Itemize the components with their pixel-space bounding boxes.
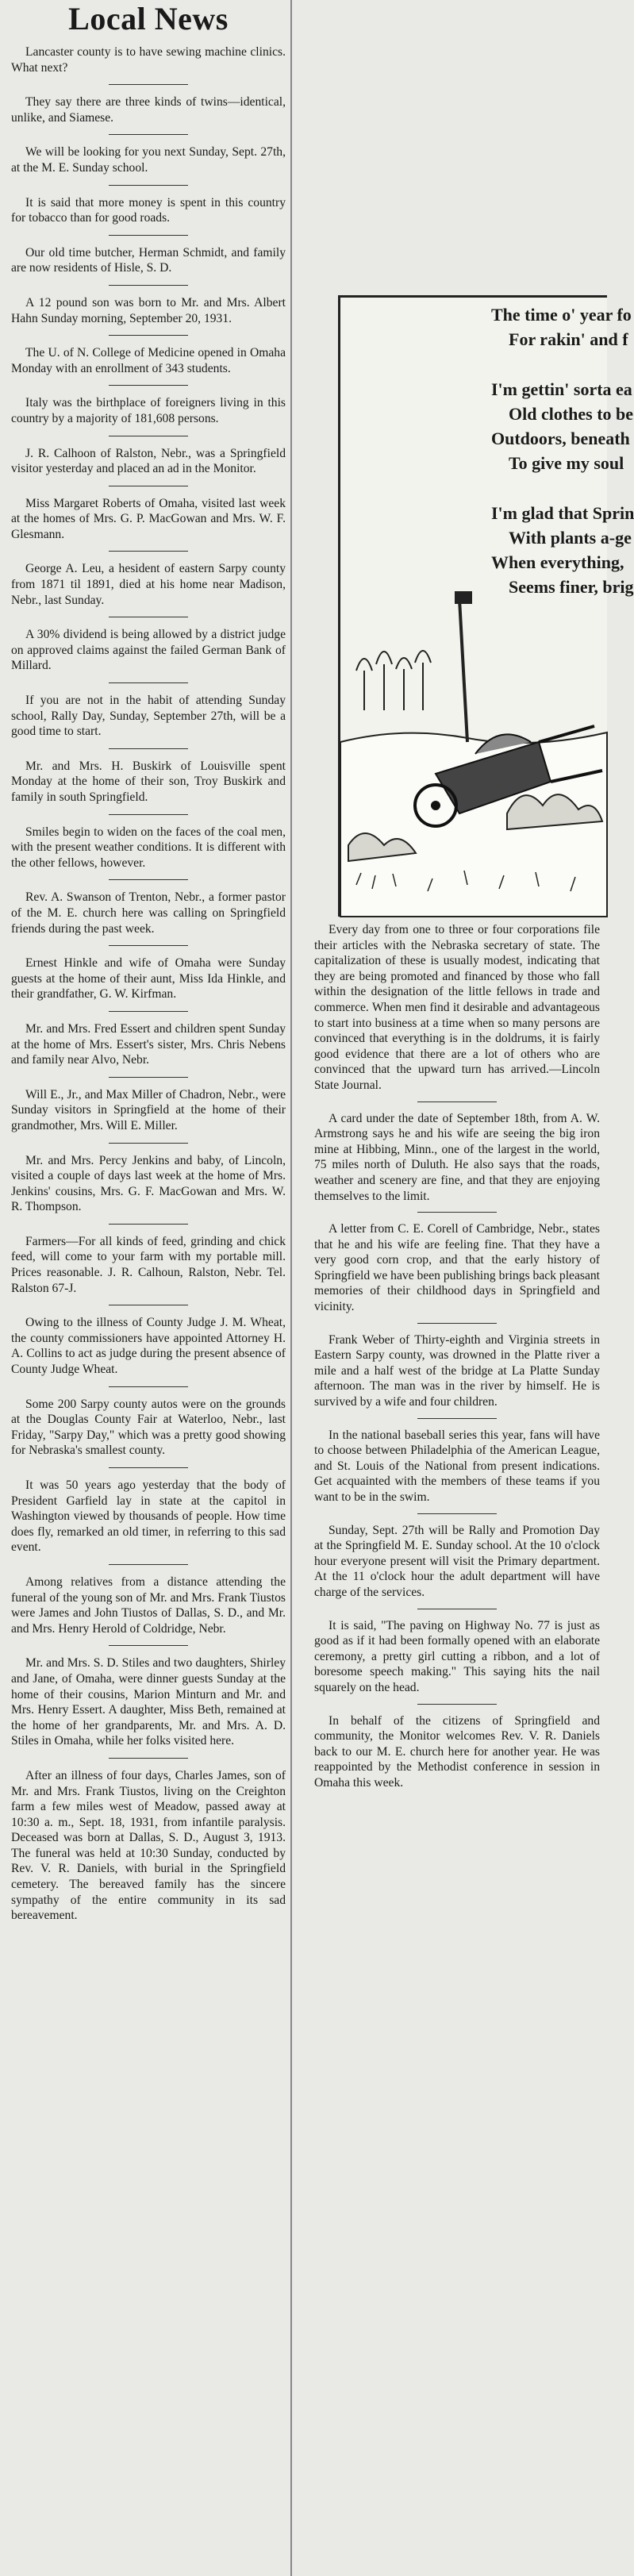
item-divider xyxy=(109,814,188,815)
news-item: It was 50 years ago yesterday that the body of President Garfield lay in state at the capitol in Washington viewed by thousands of people. How time does fly, remarked an old timer, in referring to this sad event. xyxy=(11,1478,286,1555)
poem-illustration-box xyxy=(338,295,634,917)
news-item: Some 200 Sarpy county autos were on the grounds at the Douglas County Fair at Waterloo, Nebr., last Friday, "Sarpy Day," which was a pretty good showing for Nebraska's smallest county. xyxy=(11,1397,286,1458)
news-item: It is said that more money is spent in this country for tobacco than for good roads. xyxy=(11,195,286,225)
item-divider xyxy=(109,1564,188,1565)
news-item: It is said, "The paving on Highway No. 77 is just as good as if it had been formally opened with an elaborate ceremony, a pretty girl cutting a ribbon, and a lot of boresome speech making." This saying hits the nail squarely on the head. xyxy=(314,1618,600,1694)
item-divider xyxy=(109,748,188,749)
item-divider xyxy=(109,682,188,683)
item-divider xyxy=(417,1323,497,1324)
news-item: If you are not in the habit of attending Sunday school, Rally Day, Sunday, September 27th, will be a good time to start. xyxy=(11,694,286,739)
item-divider xyxy=(109,1467,188,1468)
poem-line: With plants a-ge xyxy=(509,528,632,548)
poem-line: When everything, xyxy=(491,552,624,572)
news-item: Lancaster county is to have sewing machine clinics. What next? xyxy=(11,45,286,75)
right-news-list xyxy=(314,922,600,1791)
news-item: A letter from C. E. Corell of Cambridge, Nebr., states that he and his wife are feeling fine. That they have a very good corn crop, and that the early history of Springfield we have been publishing brings back pleasant memories of their childhood days in Springfield and vicinity. xyxy=(314,1222,600,1314)
news-item: They say there are three kinds of twins—identical, unlike, and Siamese. xyxy=(11,95,286,125)
item-divider xyxy=(109,285,188,286)
item-divider xyxy=(109,84,188,85)
news-item: Ernest Hinkle and wife of Omaha were Sunday guests at the home of their aunt, Miss Ida Hinkle, and their grandfather, G. W. Kirfman. xyxy=(11,956,286,1002)
item-divider xyxy=(109,1645,188,1646)
news-item: Smiles begin to widen on the faces of the coal men, with the present weather conditions. It is different with the other fellows, however. xyxy=(11,825,286,870)
poem-line: To give my soul xyxy=(509,453,624,473)
news-item: In the national baseball series this year, fans will have to choose between Philadelphia of the American League, and St. Louis of the National from present indications. Get acquainted with the members of these teams if you want to be in the swim. xyxy=(314,1428,600,1504)
news-item: Mr. and Mrs. Percy Jenkins and baby, of Lincoln, visited a couple of days last week at the home of Mrs. Jenkins' cousins, Mrs. G. F. MacGowan and Mrs. W. R. Thompson. xyxy=(11,1153,286,1214)
column-divider xyxy=(290,0,292,2576)
item-divider xyxy=(109,134,188,135)
poem-line: For rakin' and f xyxy=(509,329,628,349)
news-item: The U. of N. College of Medicine opened in Omaha Monday with an enrollment of 343 students. xyxy=(11,346,286,375)
poem-line: Outdoors, beneath xyxy=(491,429,630,448)
item-divider xyxy=(109,235,188,236)
item-divider xyxy=(109,1758,188,1759)
item-divider xyxy=(109,1386,188,1387)
item-divider xyxy=(109,1011,188,1012)
news-item: Rev. A. Swanson of Trenton, Nebr., a former pastor of the M. E. church here was calling on Springfield friends during the past week. xyxy=(11,890,286,936)
news-item: Mr. and Mrs. S. D. Stiles and two daughters, Shirley and Jane, of Omaha, were dinner guests Sunday at the home of their cousins, Marion Minturn and Mr. and Mrs. Henry Essert. A daughter, Miss Beth, remained at the home of her grandparents, Mr. and Mrs. A. D. Stiles in Omaha, while her folks visited here. xyxy=(11,1656,286,1748)
item-divider xyxy=(417,1513,497,1514)
item-divider xyxy=(109,551,188,552)
right-column xyxy=(305,0,634,2576)
news-item: A 30% dividend is being allowed by a district judge on approved claims against the failed German Bank of Millard. xyxy=(11,628,286,673)
news-item: Every day from one to three or four corporations file their articles with the Nebraska secretary of state. The capitalization of these is usually modest, indicating that they are being promoted and financed by those who fall within the designation of the little fellows in trade and commerce. When men find it desirable and advantageous to start into business at a time when so many persons are convinced that everything is in the doldrums, it is fairly good evidence that there are a lot of others who are convinced that the upward turn has arrived.—Lincoln State Journal. xyxy=(314,923,600,1092)
news-item: Miss Margaret Roberts of Omaha, visited last week at the homes of Mrs. G. P. MacGowan and Mrs. W. F. Glesmann. xyxy=(11,496,286,541)
poem-stanza xyxy=(491,377,634,475)
poem xyxy=(491,302,634,625)
news-item: J. R. Calhoon of Ralston, Nebr., was a Springfield visitor yesterday and placed an ad in the Monitor. xyxy=(11,446,286,476)
item-divider xyxy=(109,945,188,946)
poem-line: The time o' year fo xyxy=(491,305,632,325)
poem-stanza xyxy=(491,302,632,352)
news-item: Among relatives from a distance attending the funeral of the young son of Mr. and Mrs. Frank Tiustos were James and John Tiustos of Dallas, S. D., and Mr. and Mrs. Henry Herold of Coldridge, Nebr. xyxy=(11,1574,286,1636)
item-divider xyxy=(109,879,188,880)
news-item: Mr. and Mrs. Fred Essert and children spent Sunday at the home of Mrs. Essert's sister, Mrs. Chris Nebens and family near Alvo, Nebr. xyxy=(11,1021,286,1067)
poem-stanza xyxy=(491,501,634,599)
news-item: After an illness of four days, Charles James, son of Mr. and Mrs. Frank Tiustos, living on the Creighton farm a few miles west of Meadow, passed away at 10:30 a. m., Sept. 18, 1931, from infantile paralysis. Deceased was born at Dallas, S. D., August 3, 1913. The funeral was held at 10:30 Sunday, conducted by Rev. V. R. Daniels, with burial in the Springfield cemetery. The bereaved family has the sincere sympathy of the entire community in its sad bereavement. xyxy=(11,1768,286,1923)
news-item: Italy was the birthplace of foreigners living in this country by a majority of 181,608 persons. xyxy=(11,396,286,425)
poem-line: I'm gettin' sorta ea xyxy=(491,379,632,399)
news-item: A 12 pound son was born to Mr. and Mrs. Albert Hahn Sunday morning, September 20, 1931. xyxy=(11,295,286,325)
left-column xyxy=(11,0,286,2576)
news-item: Farmers—For all kinds of feed, grinding and chick feed, will come to your farm with my portable mill. Prices reasonable. J. R. Calhoun, Ralston, Nebr. Tel. Ralston 67-J. xyxy=(11,1234,286,1295)
item-divider xyxy=(109,185,188,186)
item-divider xyxy=(109,1143,188,1144)
poem-line: Old clothes to be xyxy=(509,404,634,424)
news-item: Owing to the illness of County Judge J. M. Wheat, the county commissioners have appointed Attorney H. A. Collins to act as judge during the present absence of County Judge Wheat. xyxy=(11,1316,286,1377)
item-divider xyxy=(417,1418,497,1419)
news-item: We will be looking for you next Sunday, Sept. 27th, at the M. E. Sunday school. xyxy=(11,145,286,175)
item-divider xyxy=(109,1077,188,1078)
poem-line: I'm glad that Sprin xyxy=(491,503,634,523)
poem-line: Seems finer, brig xyxy=(509,577,634,597)
news-item: Our old time butcher, Herman Schmidt, and family are now residents of Hisle, S. D. xyxy=(11,245,286,275)
news-item: A card under the date of September 18th, from A. W. Armstrong says he and his wife are seeing the big iron mine at Hibbing, Minn., one of the largest in the world, 75 miles north of Duluth. He also says that the roads, weather and scenery are fine, and that they are enjoying themselves to the limit. xyxy=(314,1111,600,1203)
news-item: Frank Weber of Thirty-eighth and Virginia streets in Eastern Sarpy county, was drowned in the Platte river a mile and a half west of the bridge at La Platte Sunday afternoon. The man was in the river by himself. He is survived by a wife and four children. xyxy=(314,1332,600,1409)
news-item: Sunday, Sept. 27th will be Rally and Promotion Day at the Springfield M. E. Sunday school. At the 10 o'clock hour everyone present will visit the Primary department. At the 11 o'clock hour the adult department will have charge of the services. xyxy=(314,1523,600,1599)
news-item: George A. Leu, a hesident of eastern Sarpy county from 1871 til 1891, died at his home near Madison, Nebr., last Sunday. xyxy=(11,562,286,607)
news-item: Mr. and Mrs. H. Buskirk of Louisville spent Monday at the home of their son, Troy Buskirk and family in south Springfield. xyxy=(11,759,286,804)
page-title: Local News xyxy=(68,1,229,37)
item-divider xyxy=(417,1704,497,1705)
item-divider xyxy=(417,1212,497,1213)
news-item: In behalf of the citizens of Springfield and community, the Monitor welcomes Rev. V. R. Daniels back to our M. E. church here for another year. He was reappointed by the Methodist conference in session in Omaha this week. xyxy=(314,1713,600,1790)
item-divider xyxy=(109,385,188,386)
item-divider xyxy=(109,335,188,336)
news-item: Will E., Jr., and Max Miller of Chadron, Nebr., were Sunday visitors in Springfield at the home of their grandmother, Mrs. Will E. Miller. xyxy=(11,1087,286,1132)
item-divider xyxy=(109,1224,188,1225)
